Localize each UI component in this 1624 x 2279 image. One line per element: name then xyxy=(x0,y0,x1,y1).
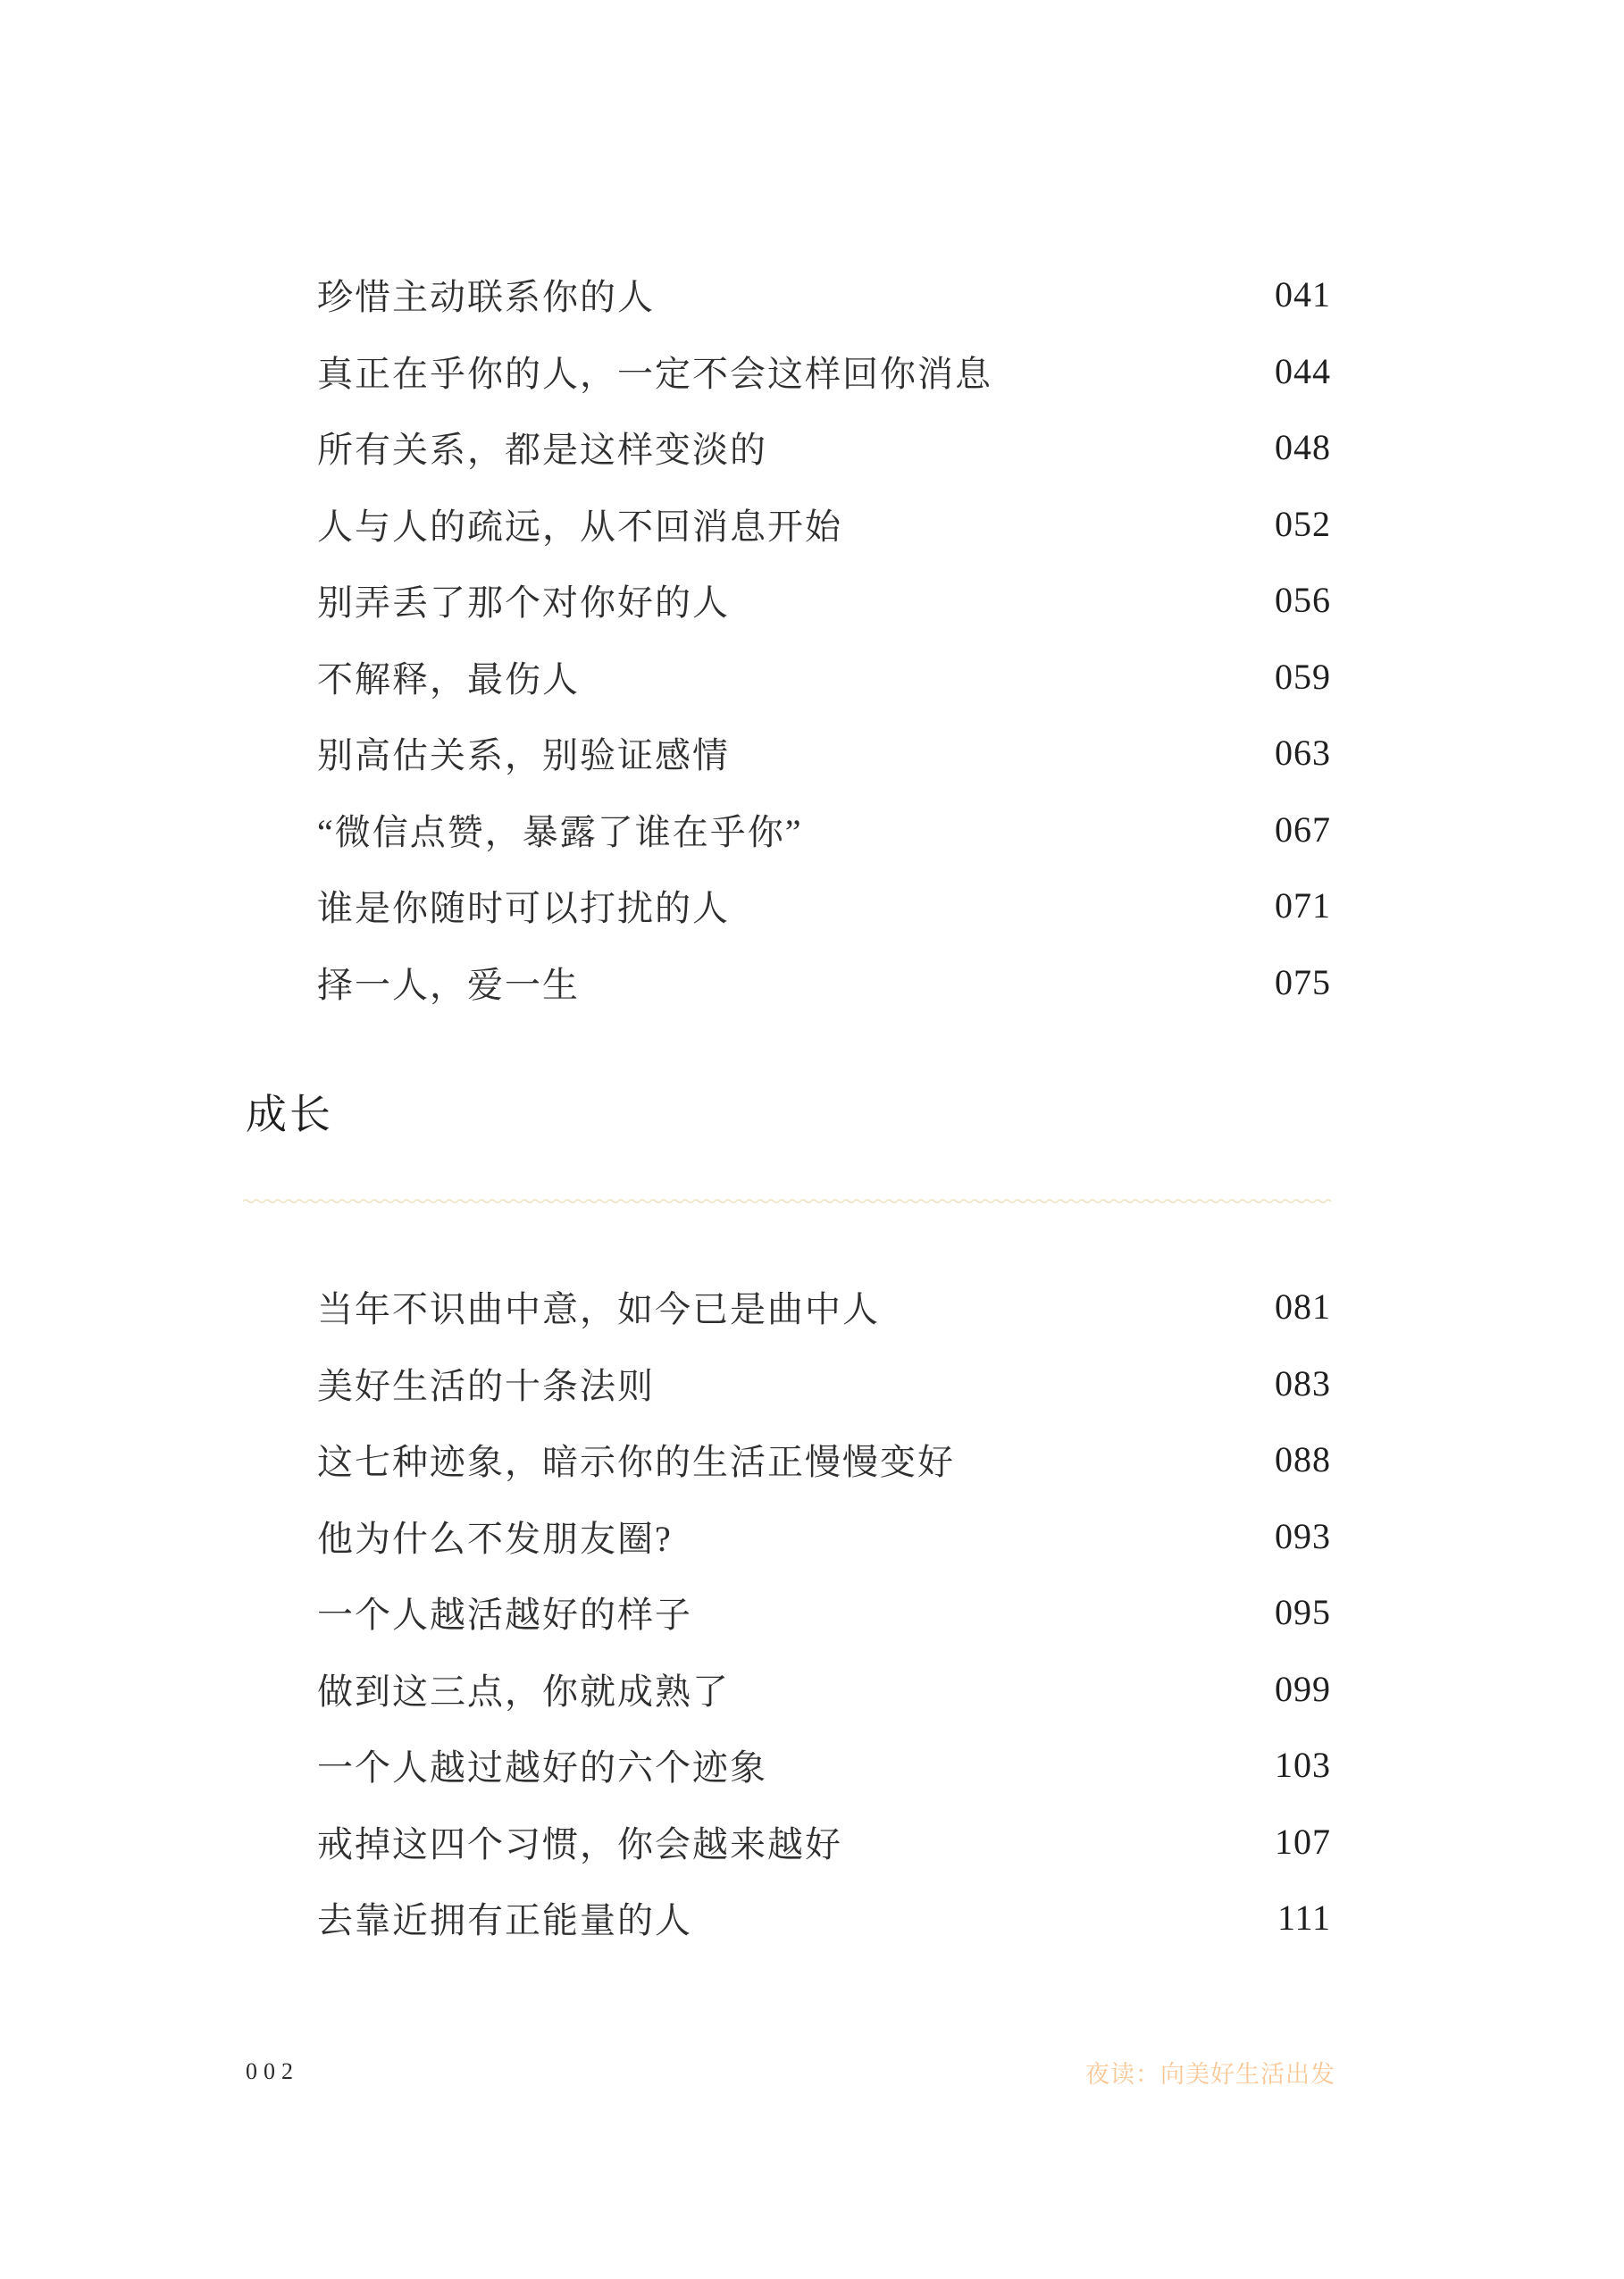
toc-entry-page: 059 xyxy=(1275,656,1331,697)
wavy-divider xyxy=(243,1197,1331,1205)
toc-entry-page: 099 xyxy=(1275,1668,1331,1709)
toc-entry-title: “微信点赞，暴露了谁在乎你” xyxy=(317,811,803,852)
toc-entry[interactable] xyxy=(317,867,1331,944)
toc-entry-title: 人与人的疏远，从不回消息开始 xyxy=(317,506,842,547)
toc-entry-title: 所有关系，都是这样变淡的 xyxy=(317,430,767,471)
toc-entry[interactable] xyxy=(317,486,1331,563)
toc-entry-title: 一个人越活越好的样子 xyxy=(317,1595,692,1636)
toc-entry[interactable] xyxy=(317,1804,1331,1881)
toc-entry-page: 067 xyxy=(1275,809,1331,850)
toc-entry[interactable] xyxy=(317,1269,1331,1345)
toc-entry-title: 别弄丢了那个对你好的人 xyxy=(317,582,730,624)
toc-entry-page: 075 xyxy=(1275,961,1331,1002)
toc-entry-page: 093 xyxy=(1275,1515,1331,1556)
toc-entry-page: 111 xyxy=(1277,1898,1331,1939)
toc-section-growth xyxy=(317,1269,1331,1956)
toc-entry-page: 048 xyxy=(1275,427,1331,468)
toc-entry-title: 美好生活的十条法则 xyxy=(317,1365,655,1406)
toc-entry[interactable] xyxy=(317,1727,1331,1804)
toc-entry-page: 083 xyxy=(1275,1362,1331,1403)
footer-running-title: 夜读：向美好生活出发 xyxy=(1085,2061,1335,2088)
toc-section-untitled xyxy=(317,256,1331,1020)
toc-entry-title: 谁是你随时可以打扰的人 xyxy=(317,888,730,929)
toc-entry[interactable] xyxy=(317,1345,1331,1422)
toc-entry-page: 056 xyxy=(1275,580,1331,621)
toc-entry[interactable] xyxy=(317,409,1331,486)
toc-entry-page: 088 xyxy=(1275,1439,1331,1480)
toc-entry[interactable] xyxy=(317,715,1331,792)
toc-entry[interactable] xyxy=(317,1651,1331,1728)
toc-entry[interactable] xyxy=(317,1498,1331,1575)
toc-entry[interactable] xyxy=(317,333,1331,410)
toc-entry[interactable] xyxy=(317,792,1331,868)
toc-entry-page: 081 xyxy=(1275,1286,1331,1328)
toc-entry[interactable] xyxy=(317,562,1331,639)
toc-entry-title: 不解释，最伤人 xyxy=(317,658,580,700)
toc-entry-title: 别高估关系，别验证感情 xyxy=(317,735,730,776)
toc-entry-page: 071 xyxy=(1275,885,1331,926)
toc-entry-title: 这七种迹象，暗示你的生活正慢慢变好 xyxy=(317,1442,955,1483)
toc-entry-page: 052 xyxy=(1275,503,1331,544)
toc-entry[interactable] xyxy=(317,256,1331,333)
toc-entry[interactable] xyxy=(317,1421,1331,1498)
toc-entry[interactable] xyxy=(317,1574,1331,1651)
toc-entry-title: 做到这三点，你就成熟了 xyxy=(317,1671,730,1712)
toc-entry-title: 当年不识曲中意，如今已是曲中人 xyxy=(317,1289,880,1330)
toc-entry-page: 063 xyxy=(1275,733,1331,774)
toc-entry[interactable] xyxy=(317,639,1331,716)
toc-entry-page: 103 xyxy=(1275,1745,1331,1786)
toc-entry-page: 107 xyxy=(1275,1821,1331,1862)
toc-entry[interactable] xyxy=(317,1880,1331,1956)
toc-entry-page: 044 xyxy=(1275,350,1331,391)
toc-entry-title: 他为什么不发朋友圈? xyxy=(317,1518,673,1559)
toc-entry-title: 择一人，爱一生 xyxy=(317,964,580,1005)
toc-entry-page: 041 xyxy=(1275,274,1331,315)
toc-entry-page: 095 xyxy=(1275,1592,1331,1633)
toc-entry-title: 一个人越过越好的六个迹象 xyxy=(317,1747,767,1789)
toc-entry[interactable] xyxy=(317,944,1331,1021)
toc-entry-title: 真正在乎你的人，一定不会这样回你消息 xyxy=(317,353,992,394)
toc-entry-title: 戒掉这四个习惯，你会越来越好 xyxy=(317,1823,842,1864)
footer-page-number: 002 xyxy=(246,2058,299,2084)
section-heading-growth: 成长 xyxy=(246,1091,333,1137)
toc-entry-title: 珍惜主动联系你的人 xyxy=(317,277,655,318)
toc-entry-title: 去靠近拥有正能量的人 xyxy=(317,1900,692,1941)
